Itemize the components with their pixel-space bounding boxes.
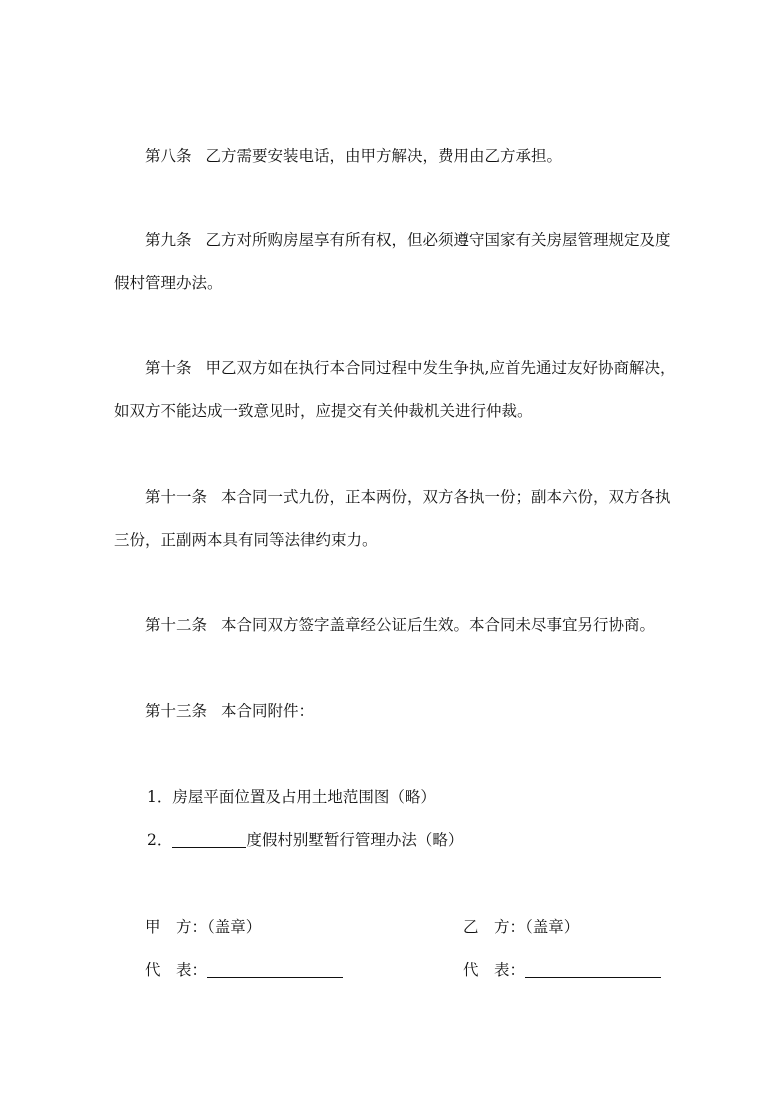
attachment-item-1 <box>147 787 436 807</box>
party-b-seal-line <box>463 917 579 937</box>
clause-8-text: 乙方需要安装电话，由甲方解决，费用由乙方承担。 <box>205 147 563 165</box>
clause-13-label: 第十三条 <box>145 702 208 720</box>
clause-11-line-1 <box>145 487 671 507</box>
attachment-2-number: 2． <box>147 831 173 849</box>
party-b-label: 乙 方： <box>463 918 526 936</box>
clause-10-line-1 <box>145 358 675 378</box>
attachment-1-number: 1． <box>147 788 173 806</box>
clause-13-text: 本合同附件： <box>221 702 315 720</box>
party-a-label: 甲 方： <box>145 918 208 936</box>
clause-9-text-1: 乙方对所购房屋享有所有权，但必须遵守国家有关房屋管理规定及度 <box>205 231 671 249</box>
clause-10-label: 第十条 <box>145 359 192 377</box>
attachment-2-blank <box>172 831 246 848</box>
clause-12-line-1 <box>145 615 655 635</box>
clause-12-label: 第十二条 <box>145 616 208 634</box>
clause-11-line-2: 三份，正副两本具有同等法律约束力。 <box>114 531 378 549</box>
clause-8-label: 第八条 <box>145 147 192 165</box>
party-a-seal-line <box>145 917 261 937</box>
attachment-2-text: 度假村别墅暂行管理办法（略） <box>246 831 464 849</box>
party-a-representative-line <box>145 960 343 980</box>
clause-8-line-1 <box>145 146 562 166</box>
clause-11-text-1: 本合同一式九份，正本两份，双方各执一份；副本六份，双方各执 <box>221 488 671 506</box>
clause-13-line-1 <box>145 701 314 721</box>
attachment-item-2 <box>147 830 463 850</box>
party-b-rep-label: 代 表： <box>463 961 526 979</box>
party-a-rep-blank <box>207 961 343 978</box>
clause-10-text-1: 甲乙双方如在执行本合同过程中发生争执,应首先通过友好协商解决， <box>205 359 676 377</box>
party-b-rep-blank <box>525 961 661 978</box>
clause-9-line-2: 假村管理办法。 <box>114 274 223 292</box>
party-a-rep-label: 代 表： <box>145 961 208 979</box>
attachment-1-text: 房屋平面位置及占用土地范围图（略） <box>172 788 436 806</box>
party-b-representative-line <box>463 960 661 980</box>
clause-9-line-1 <box>145 230 671 250</box>
clause-11-label: 第十一条 <box>145 488 208 506</box>
clause-12-text: 本合同双方签字盖章经公证后生效。本合同未尽事宜另行协商。 <box>221 616 656 634</box>
party-b-seal: （盖章） <box>525 918 580 936</box>
clause-10-line-2: 如双方不能达成一致意见时，应提交有关仲裁机关进行仲裁。 <box>114 402 533 420</box>
clause-9-label: 第九条 <box>145 231 192 249</box>
party-a-seal: （盖章） <box>207 918 262 936</box>
